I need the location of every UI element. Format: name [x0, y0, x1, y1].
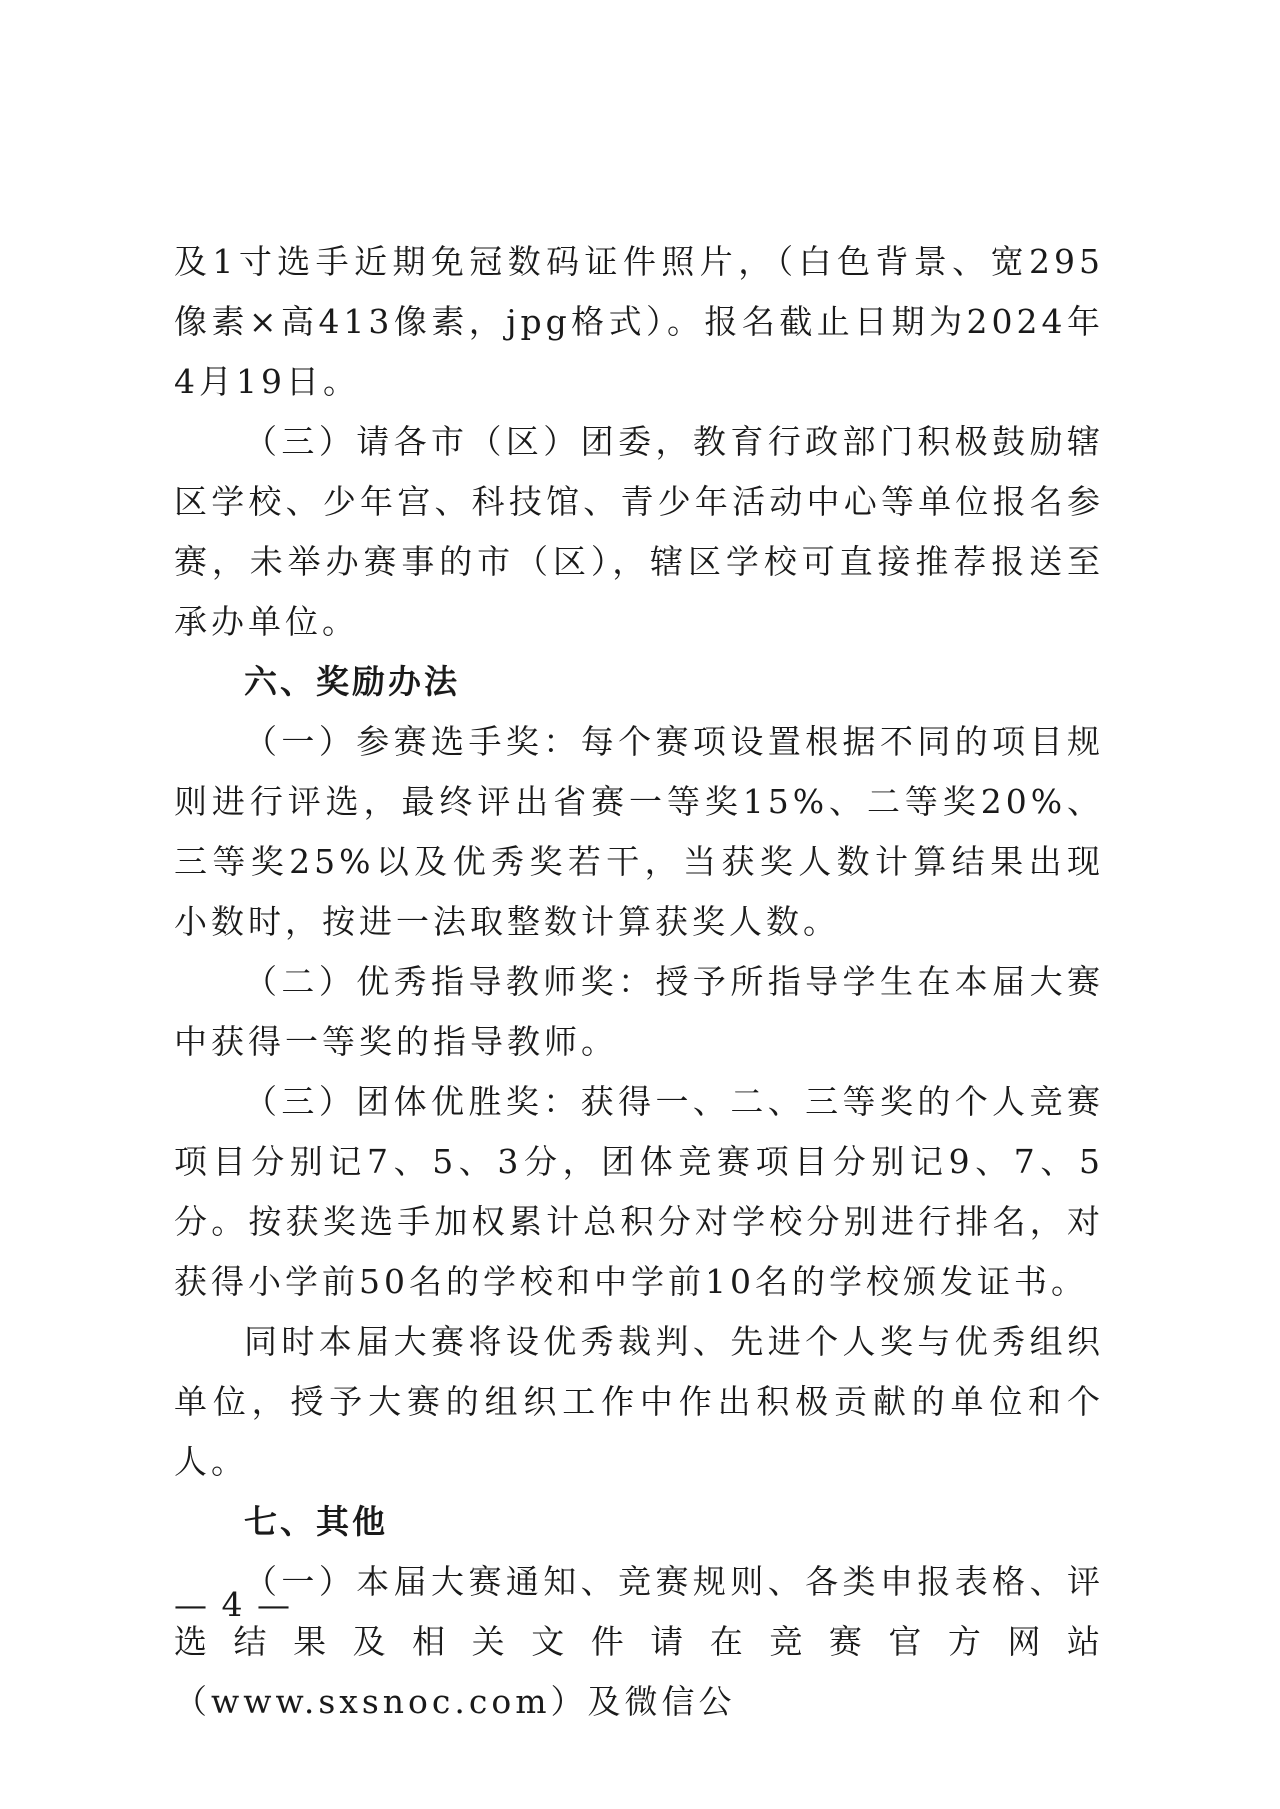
paragraph-team-awards: （三）团体优胜奖：获得一、二、三等奖的个人竞赛项目分别记7、5、3分，团体竞赛项目分别记9、7、5分。按获奖选手加权累计总积分对学校分别进行排名，对获得小学前50名的学校和中学前10名的学校颁发证书。	[174, 1082, 1104, 1301]
section-heading-awards: 六、奖励办法	[244, 662, 460, 701]
paragraph-teacher-awards: （二）优秀指导教师奖：授予所指导学生在本届大赛中获得一等奖的指导教师。	[174, 962, 1104, 1061]
page-number: — 4 —	[174, 1585, 292, 1624]
document-body	[174, 232, 1104, 1732]
paragraph-official-website: （一）本届大赛通知、竞赛规则、各类申报表格、评选结果及相关文件请在竞赛官方网站（www.sxsnoc.com）及微信公	[174, 1562, 1104, 1721]
paragraph-other-awards: 同时本届大赛将设优秀裁判、先进个人奖与优秀组织单位，授予大赛的组织工作中作出积极贡献的单位和个人。	[174, 1322, 1104, 1481]
paragraph-photo-requirements: 及1寸选手近期免冠数码证件照片，（白色背景、宽295像素×高413像素，jpg格式）。报名截止日期为2024年4月19日。	[174, 242, 1104, 401]
section-heading-other: 七、其他	[244, 1502, 388, 1541]
paragraph-participant-awards: （一）参赛选手奖：每个赛项设置根据不同的项目规则进行评选，最终评出省赛一等奖15%、二等奖20%、三等奖25%以及优秀奖若干，当获奖人数计算结果出现小数时，按进一法取整数计算获奖人数。	[174, 722, 1104, 941]
paragraph-registration-encouragement: （三）请各市（区）团委，教育行政部门积极鼓励辖区学校、少年宫、科技馆、青少年活动中心等单位报名参赛，未举办赛事的市（区），辖区学校可直接推荐报送至承办单位。	[174, 422, 1104, 641]
